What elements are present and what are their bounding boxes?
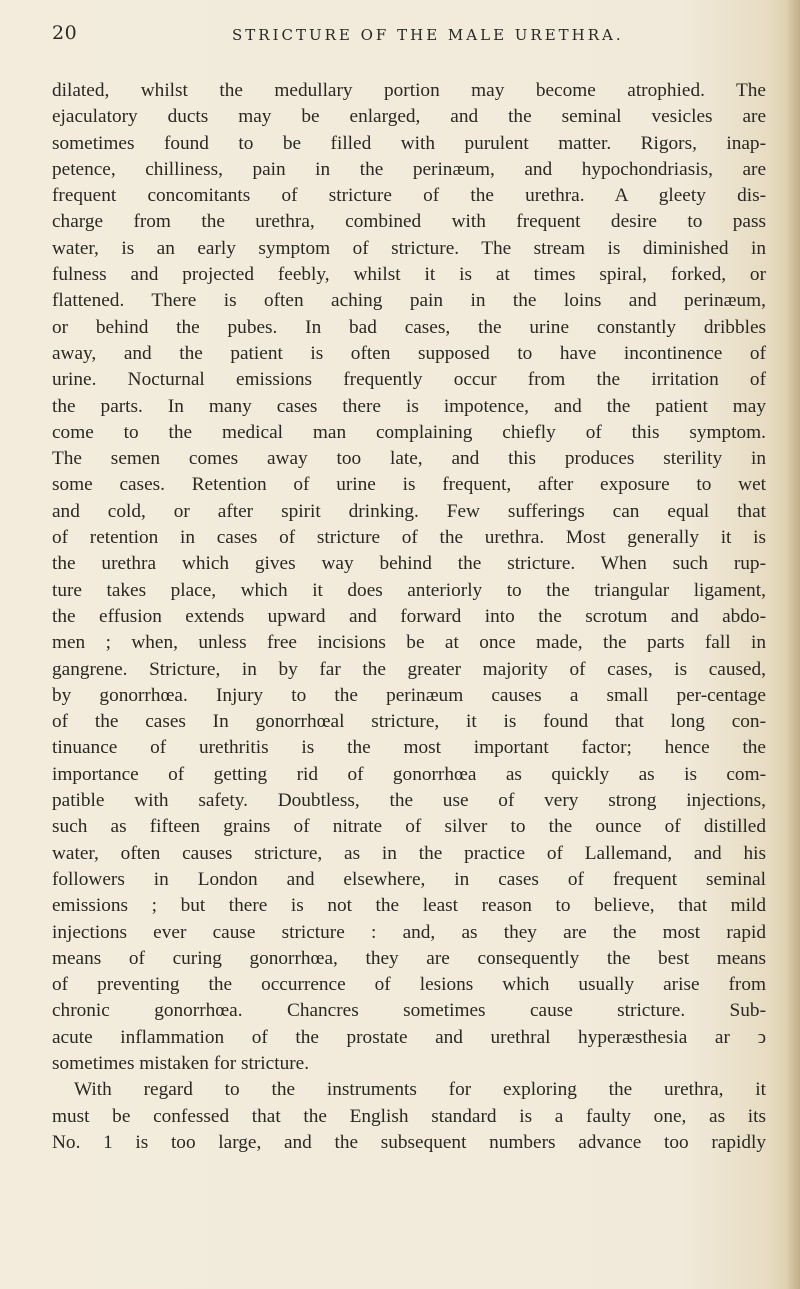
text-line: fulness and projected feebly, whilst it is at times spiral, forked, or (52, 264, 766, 286)
text-line: of preventing the occurrence of lesions which usually arise from (52, 974, 766, 996)
text-line: come to the medical man complaining chiefly of this symptom. (52, 421, 766, 443)
text-line: ture takes place, which it does anteriorly to the triangular ligament, (52, 579, 766, 601)
page-number: 20 (52, 22, 78, 44)
text-line: injections ever cause stricture : and, as they are the most rapid (52, 921, 766, 943)
text-line: and cold, or after spirit drinking. Few sufferings can equal that (52, 500, 766, 522)
text-line: sometimes found to be filled with purulent matter. Rigors, inap- (52, 132, 766, 154)
text-line: such as fifteen grains of nitrate of silver to the ounce of distilled (52, 816, 766, 838)
text-line: the urethra which gives way behind the stricture. When such rup- (52, 553, 766, 575)
text-line: acute inflammation of the prostate and urethral hyperæsthesia ar ͻ (52, 1026, 766, 1048)
text-line: the parts. In many cases there is impotence, and the patient may (52, 395, 766, 417)
text-line: followers in London and elsewhere, in cases of frequent seminal (52, 868, 766, 890)
text-line: means of curing gonorrhœa, they are consequently the best means (52, 947, 766, 969)
text-line: emissions ; but there is not the least reason to believe, that mild (52, 895, 766, 917)
text-line: of retention in cases of stricture of the urethra. Most generally it is (52, 527, 766, 549)
text-line: urine. Nocturnal emissions frequently occur from the irritation of (52, 369, 766, 391)
text-line: No. 1 is too large, and the subsequent numbers advance too rapidly (52, 1131, 766, 1153)
text-line: some cases. Retention of urine is frequent, after exposure to wet (52, 474, 766, 496)
text-line: must be confessed that the English standard is a faulty one, as its (52, 1105, 766, 1127)
text-line: gangrene. Stricture, in by far the greater majority of cases, is caused, (52, 658, 766, 680)
text-line: of the cases In gonorrhœal stricture, it is found that long con- (52, 711, 766, 733)
text-line: patible with safety. Doubtless, the use of very strong injections, (52, 790, 766, 812)
text-line: frequent concomitants of stricture of the urethra. A gleety dis- (52, 185, 766, 207)
text-line: dilated, whilst the medullary portion may become atrophied. The (52, 80, 766, 101)
running-title: STRICTURE OF THE MALE URETHRA. (232, 26, 624, 44)
text-line: water, often causes stricture, as in the practice of Lallemand, and his (52, 842, 766, 864)
text-line: The semen comes away too late, and this produces sterility in (52, 448, 766, 470)
text-line: petence, chilliness, pain in the perinæum, and hypochondriasis, are (52, 158, 766, 180)
text-line: ejaculatory ducts may be enlarged, and the seminal vesicles are (52, 106, 766, 128)
text-line: charge from the urethra, combined with frequent desire to pass (52, 211, 766, 233)
paragraph-end-line: sometimes mistaken for stricture. (52, 1052, 310, 1074)
text-line: water, is an early symptom of stricture. The stream is diminished in (52, 237, 766, 259)
text-line: importance of getting rid of gonorrhœa as quickly as is com- (52, 763, 766, 785)
text-line: chronic gonorrhœa. Chancres sometimes cause stricture. Sub- (52, 1000, 766, 1022)
text-line: by gonorrhœa. Injury to the perinæum causes a small per-centage (52, 684, 766, 706)
paragraph-start-line: With regard to the instruments for exploring the urethra, it (74, 1079, 766, 1101)
page-edge-shadow (786, 0, 800, 1289)
text-line: away, and the patient is often supposed to have incontinence of (52, 342, 766, 364)
text-line: the effusion extends upward and forward into the scrotum and abdo- (52, 605, 766, 627)
text-line: tinuance of urethritis is the most important factor; hence the (52, 737, 766, 759)
running-head (0, 22, 800, 52)
body-text (52, 78, 766, 1156)
text-line: men ; when, unless free incisions be at once made, the parts fall in (52, 632, 766, 654)
text-line: flattened. There is often aching pain in the loins and perinæum, (52, 290, 766, 312)
text-line: or behind the pubes. In bad cases, the urine constantly dribbles (52, 316, 766, 338)
